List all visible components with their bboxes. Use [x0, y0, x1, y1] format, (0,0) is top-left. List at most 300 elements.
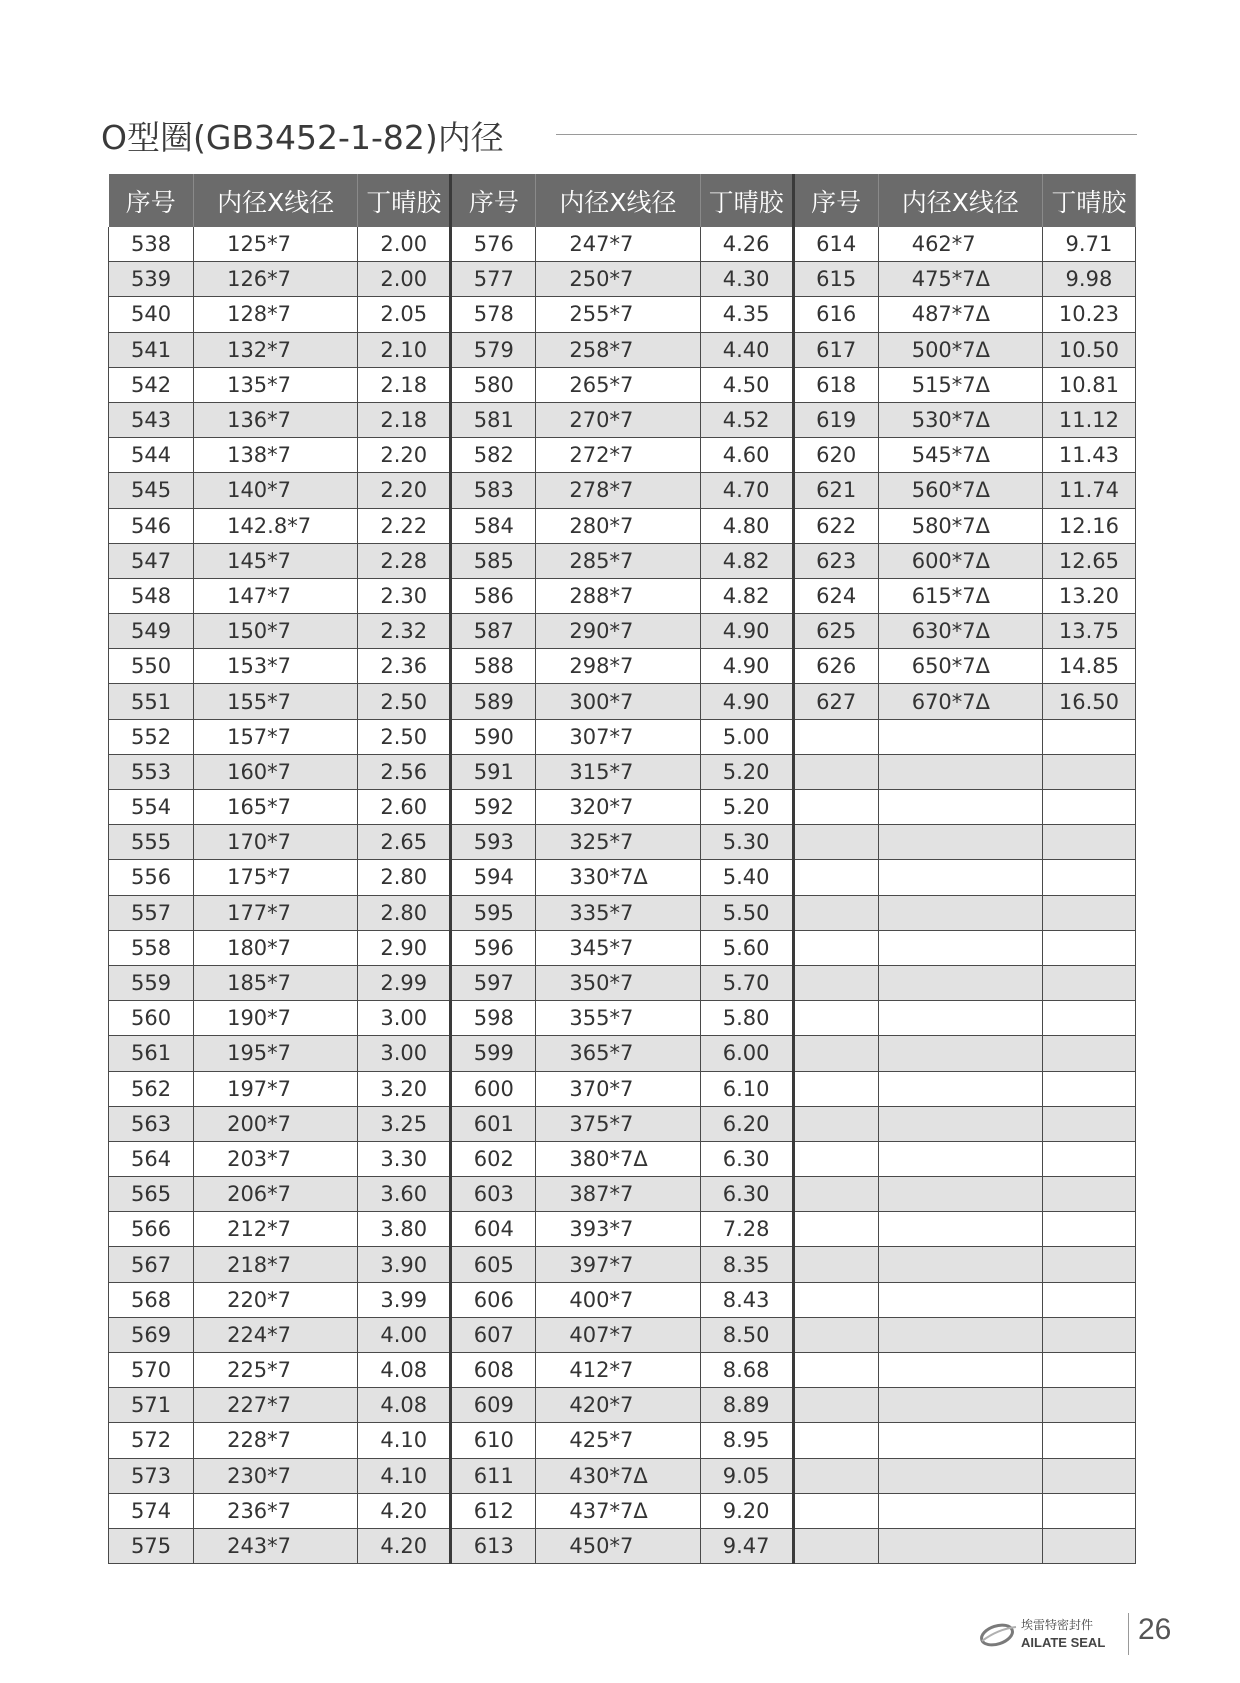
cell-number: 578	[451, 297, 536, 332]
cell-nbr: 8.35	[700, 1247, 793, 1282]
cell-size: 236*7	[194, 1493, 358, 1528]
cell-number: 583	[451, 473, 536, 508]
table-row	[109, 1212, 1136, 1247]
cell-size: 350*7	[536, 965, 700, 1000]
cell-number: 556	[109, 860, 194, 895]
cell-number: 557	[109, 895, 194, 930]
table-row	[109, 578, 1136, 613]
cell-size: 147*7	[194, 578, 358, 613]
cell-number: 593	[451, 825, 536, 860]
table-row	[109, 895, 1136, 930]
cell-size: 258*7	[536, 332, 700, 367]
cell-nbr: 4.82	[700, 578, 793, 613]
cell-nbr: 4.00	[358, 1317, 451, 1352]
cell-number	[793, 1423, 878, 1458]
cell-number	[793, 1388, 878, 1423]
cell-number: 541	[109, 332, 194, 367]
cell-nbr	[1042, 860, 1135, 895]
cell-nbr	[1042, 1528, 1135, 1563]
cell-nbr: 5.50	[700, 895, 793, 930]
column-header-size: 内径X线径	[878, 174, 1042, 227]
cell-size: 225*7	[194, 1353, 358, 1388]
cell-number: 615	[793, 262, 878, 297]
cell-nbr: 2.18	[358, 402, 451, 437]
cell-nbr: 5.40	[700, 860, 793, 895]
cell-number: 613	[451, 1528, 536, 1563]
cell-size: 630*7Δ	[878, 614, 1042, 649]
cell-size: 393*7	[536, 1212, 700, 1247]
cell-nbr: 3.60	[358, 1177, 451, 1212]
cell-nbr: 4.50	[700, 367, 793, 402]
cell-number: 609	[451, 1388, 536, 1423]
cell-size: 125*7	[194, 227, 358, 262]
cell-number: 581	[451, 402, 536, 437]
cell-number	[793, 825, 878, 860]
cell-nbr: 2.60	[358, 790, 451, 825]
cell-number: 605	[451, 1247, 536, 1282]
cell-size: 420*7	[536, 1388, 700, 1423]
cell-number: 539	[109, 262, 194, 297]
cell-nbr: 2.65	[358, 825, 451, 860]
cell-size: 670*7Δ	[878, 684, 1042, 719]
cell-number: 579	[451, 332, 536, 367]
cell-size	[878, 754, 1042, 789]
cell-number: 576	[451, 227, 536, 262]
cell-number: 573	[109, 1458, 194, 1493]
cell-size: 307*7	[536, 719, 700, 754]
cell-number: 570	[109, 1353, 194, 1388]
cell-nbr: 2.00	[358, 227, 451, 262]
brand-name-en: AILATE SEAL	[1021, 1635, 1106, 1650]
cell-number: 599	[451, 1036, 536, 1071]
table-row	[109, 1177, 1136, 1212]
cell-size	[878, 1317, 1042, 1352]
cell-size: 500*7Δ	[878, 332, 1042, 367]
cell-nbr: 10.81	[1042, 367, 1135, 402]
cell-nbr: 10.23	[1042, 297, 1135, 332]
cell-size: 157*7	[194, 719, 358, 754]
cell-nbr: 2.36	[358, 649, 451, 684]
cell-size	[878, 719, 1042, 754]
cell-nbr: 3.00	[358, 1036, 451, 1071]
cell-nbr	[1042, 1141, 1135, 1176]
cell-number: 548	[109, 578, 194, 613]
cell-nbr	[1042, 965, 1135, 1000]
table-row	[109, 1106, 1136, 1141]
cell-size: 255*7	[536, 297, 700, 332]
cell-size: 600*7Δ	[878, 543, 1042, 578]
cell-number: 552	[109, 719, 194, 754]
table-row	[109, 1036, 1136, 1071]
cell-size: 365*7	[536, 1036, 700, 1071]
cell-number	[793, 1528, 878, 1563]
cell-size	[878, 1141, 1042, 1176]
cell-nbr: 12.65	[1042, 543, 1135, 578]
cell-size: 206*7	[194, 1177, 358, 1212]
cell-number	[793, 895, 878, 930]
cell-nbr	[1042, 1001, 1135, 1036]
cell-number: 560	[109, 1001, 194, 1036]
cell-number	[793, 1458, 878, 1493]
cell-number	[793, 965, 878, 1000]
title-row	[101, 108, 1137, 162]
cell-number: 549	[109, 614, 194, 649]
cell-nbr	[1042, 1388, 1135, 1423]
cell-nbr: 8.89	[700, 1388, 793, 1423]
cell-number: 546	[109, 508, 194, 543]
cell-nbr: 4.90	[700, 649, 793, 684]
table-row	[109, 614, 1136, 649]
table-row	[109, 684, 1136, 719]
cell-number: 545	[109, 473, 194, 508]
cell-size: 200*7	[194, 1106, 358, 1141]
cell-size: 278*7	[536, 473, 700, 508]
table-row	[109, 1388, 1136, 1423]
cell-size: 355*7	[536, 1001, 700, 1036]
cell-nbr: 2.20	[358, 473, 451, 508]
table-row	[109, 543, 1136, 578]
table-row	[109, 1071, 1136, 1106]
cell-size	[878, 930, 1042, 965]
table-row	[109, 508, 1136, 543]
cell-nbr	[1042, 1423, 1135, 1458]
cell-nbr: 13.20	[1042, 578, 1135, 613]
cell-size	[878, 1177, 1042, 1212]
cell-size	[878, 895, 1042, 930]
cell-nbr: 2.22	[358, 508, 451, 543]
cell-size: 160*7	[194, 754, 358, 789]
cell-size	[878, 1388, 1042, 1423]
cell-size: 380*7Δ	[536, 1141, 700, 1176]
cell-size: 142.8*7	[194, 508, 358, 543]
cell-nbr: 3.90	[358, 1247, 451, 1282]
oring-table	[108, 174, 1136, 1564]
cell-number	[793, 1247, 878, 1282]
cell-size: 285*7	[536, 543, 700, 578]
column-header-size: 内径X线径	[536, 174, 700, 227]
table-row	[109, 1282, 1136, 1317]
cell-nbr: 9.98	[1042, 262, 1135, 297]
table-body	[109, 227, 1136, 1564]
cell-size: 153*7	[194, 649, 358, 684]
table-row	[109, 297, 1136, 332]
table-row	[109, 1458, 1136, 1493]
cell-size: 615*7Δ	[878, 578, 1042, 613]
cell-number: 544	[109, 438, 194, 473]
cell-size: 397*7	[536, 1247, 700, 1282]
cell-number: 542	[109, 367, 194, 402]
cell-nbr	[1042, 1458, 1135, 1493]
cell-nbr	[1042, 1036, 1135, 1071]
cell-nbr	[1042, 1071, 1135, 1106]
cell-number: 604	[451, 1212, 536, 1247]
cell-nbr: 6.10	[700, 1071, 793, 1106]
cell-size: 190*7	[194, 1001, 358, 1036]
cell-number: 601	[451, 1106, 536, 1141]
cell-size: 228*7	[194, 1423, 358, 1458]
cell-nbr: 14.85	[1042, 649, 1135, 684]
cell-size: 437*7Δ	[536, 1493, 700, 1528]
cell-number	[793, 1493, 878, 1528]
cell-nbr: 5.60	[700, 930, 793, 965]
table-row	[109, 1423, 1136, 1458]
cell-nbr: 13.75	[1042, 614, 1135, 649]
table-row	[109, 1141, 1136, 1176]
oring-table-wrap	[108, 174, 1136, 1564]
cell-size: 330*7Δ	[536, 860, 700, 895]
cell-nbr: 4.08	[358, 1353, 451, 1388]
cell-size	[878, 860, 1042, 895]
cell-size	[878, 1528, 1042, 1563]
cell-nbr: 6.30	[700, 1141, 793, 1176]
cell-nbr: 5.00	[700, 719, 793, 754]
cell-number	[793, 1282, 878, 1317]
cell-number: 586	[451, 578, 536, 613]
cell-size	[878, 1458, 1042, 1493]
cell-number: 543	[109, 402, 194, 437]
cell-number	[793, 790, 878, 825]
column-header-nbr: 丁晴胶	[1042, 174, 1135, 227]
cell-number: 592	[451, 790, 536, 825]
cell-number: 555	[109, 825, 194, 860]
cell-nbr	[1042, 754, 1135, 789]
cell-number: 622	[793, 508, 878, 543]
table-row	[109, 438, 1136, 473]
cell-number: 590	[451, 719, 536, 754]
cell-nbr	[1042, 1247, 1135, 1282]
cell-size: 290*7	[536, 614, 700, 649]
cell-nbr: 2.99	[358, 965, 451, 1000]
cell-number: 547	[109, 543, 194, 578]
cell-size: 650*7Δ	[878, 649, 1042, 684]
table-row	[109, 860, 1136, 895]
cell-nbr: 4.80	[700, 508, 793, 543]
cell-size	[878, 825, 1042, 860]
cell-number: 626	[793, 649, 878, 684]
cell-size: 177*7	[194, 895, 358, 930]
cell-nbr: 2.30	[358, 578, 451, 613]
table-row	[109, 649, 1136, 684]
cell-nbr: 9.20	[700, 1493, 793, 1528]
cell-nbr: 5.20	[700, 790, 793, 825]
cell-number	[793, 1353, 878, 1388]
cell-size: 220*7	[194, 1282, 358, 1317]
cell-nbr: 4.10	[358, 1423, 451, 1458]
cell-number: 606	[451, 1282, 536, 1317]
cell-number	[793, 1106, 878, 1141]
cell-nbr	[1042, 719, 1135, 754]
footer-divider	[1128, 1613, 1129, 1655]
cell-size: 212*7	[194, 1212, 358, 1247]
cell-size	[878, 1001, 1042, 1036]
cell-number: 587	[451, 614, 536, 649]
cell-nbr: 2.50	[358, 719, 451, 754]
cell-nbr: 2.50	[358, 684, 451, 719]
cell-number: 608	[451, 1353, 536, 1388]
cell-number: 610	[451, 1423, 536, 1458]
cell-size: 165*7	[194, 790, 358, 825]
footer	[978, 1611, 1178, 1661]
column-header-number: 序号	[109, 174, 194, 227]
cell-size: 265*7	[536, 367, 700, 402]
cell-nbr: 11.43	[1042, 438, 1135, 473]
cell-nbr	[1042, 1177, 1135, 1212]
cell-size: 580*7Δ	[878, 508, 1042, 543]
cell-number: 568	[109, 1282, 194, 1317]
cell-nbr: 4.30	[700, 262, 793, 297]
cell-number: 618	[793, 367, 878, 402]
cell-nbr: 2.10	[358, 332, 451, 367]
cell-number	[793, 1212, 878, 1247]
cell-nbr: 3.25	[358, 1106, 451, 1141]
cell-size: 412*7	[536, 1353, 700, 1388]
cell-size: 400*7	[536, 1282, 700, 1317]
table-row	[109, 1353, 1136, 1388]
cell-nbr: 4.08	[358, 1388, 451, 1423]
cell-number: 611	[451, 1458, 536, 1493]
cell-size: 185*7	[194, 965, 358, 1000]
cell-number: 603	[451, 1177, 536, 1212]
brand-name-cn: 埃雷特密封件	[1021, 1618, 1094, 1632]
cell-number	[793, 1071, 878, 1106]
cell-nbr: 8.95	[700, 1423, 793, 1458]
cell-nbr: 2.80	[358, 895, 451, 930]
table-row	[109, 402, 1136, 437]
cell-size: 170*7	[194, 825, 358, 860]
table-row	[109, 1317, 1136, 1352]
cell-nbr: 9.47	[700, 1528, 793, 1563]
cell-nbr: 8.68	[700, 1353, 793, 1388]
cell-number: 620	[793, 438, 878, 473]
cell-nbr	[1042, 930, 1135, 965]
cell-number: 602	[451, 1141, 536, 1176]
cell-number: 585	[451, 543, 536, 578]
cell-nbr: 4.82	[700, 543, 793, 578]
cell-number: 561	[109, 1036, 194, 1071]
page-number: 26	[1138, 1613, 1172, 1646]
cell-number: 569	[109, 1317, 194, 1352]
cell-size: 270*7	[536, 402, 700, 437]
table-row	[109, 965, 1136, 1000]
cell-number: 607	[451, 1317, 536, 1352]
cell-number: 580	[451, 367, 536, 402]
cell-number: 600	[451, 1071, 536, 1106]
cell-nbr: 4.26	[700, 227, 793, 262]
table-row	[109, 719, 1136, 754]
cell-size: 298*7	[536, 649, 700, 684]
cell-number	[793, 860, 878, 895]
cell-size: 224*7	[194, 1317, 358, 1352]
cell-number: 558	[109, 930, 194, 965]
cell-number: 617	[793, 332, 878, 367]
cell-nbr: 5.70	[700, 965, 793, 1000]
cell-number	[793, 754, 878, 789]
cell-number: 563	[109, 1106, 194, 1141]
cell-size: 243*7	[194, 1528, 358, 1563]
cell-number: 562	[109, 1071, 194, 1106]
cell-nbr: 3.80	[358, 1212, 451, 1247]
cell-number: 577	[451, 262, 536, 297]
cell-number: 612	[451, 1493, 536, 1528]
cell-nbr: 2.05	[358, 297, 451, 332]
cell-size	[878, 1423, 1042, 1458]
cell-size: 375*7	[536, 1106, 700, 1141]
cell-number	[793, 719, 878, 754]
cell-size: 150*7	[194, 614, 358, 649]
cell-size: 230*7	[194, 1458, 358, 1493]
page-title: O型圈(GB3452-1-82)内径	[101, 118, 504, 157]
cell-size: 145*7	[194, 543, 358, 578]
cell-number: 572	[109, 1423, 194, 1458]
table-row	[109, 1528, 1136, 1563]
table-row	[109, 1493, 1136, 1528]
cell-number: 550	[109, 649, 194, 684]
cell-nbr: 2.20	[358, 438, 451, 473]
cell-number: 627	[793, 684, 878, 719]
cell-size: 180*7	[194, 930, 358, 965]
cell-size	[878, 1036, 1042, 1071]
cell-nbr: 2.56	[358, 754, 451, 789]
cell-nbr: 4.60	[700, 438, 793, 473]
cell-size: 197*7	[194, 1071, 358, 1106]
cell-size: 315*7	[536, 754, 700, 789]
table-row	[109, 825, 1136, 860]
cell-number: 616	[793, 297, 878, 332]
table-row	[109, 367, 1136, 402]
cell-number: 564	[109, 1141, 194, 1176]
cell-number: 567	[109, 1247, 194, 1282]
cell-nbr	[1042, 825, 1135, 860]
cell-size: 203*7	[194, 1141, 358, 1176]
cell-size: 280*7	[536, 508, 700, 543]
cell-number: 571	[109, 1388, 194, 1423]
cell-number	[793, 1036, 878, 1071]
cell-nbr: 5.30	[700, 825, 793, 860]
cell-nbr: 12.16	[1042, 508, 1135, 543]
cell-size	[878, 965, 1042, 1000]
cell-nbr: 4.20	[358, 1528, 451, 1563]
cell-size: 545*7Δ	[878, 438, 1042, 473]
cell-nbr: 4.20	[358, 1493, 451, 1528]
cell-nbr: 2.18	[358, 367, 451, 402]
cell-nbr: 3.30	[358, 1141, 451, 1176]
cell-size: 250*7	[536, 262, 700, 297]
cell-nbr: 7.28	[700, 1212, 793, 1247]
cell-nbr: 11.12	[1042, 402, 1135, 437]
table-row	[109, 332, 1136, 367]
cell-size: 335*7	[536, 895, 700, 930]
cell-number: 540	[109, 297, 194, 332]
cell-size: 450*7	[536, 1528, 700, 1563]
cell-nbr	[1042, 790, 1135, 825]
cell-number: 566	[109, 1212, 194, 1247]
cell-nbr: 3.00	[358, 1001, 451, 1036]
cell-size	[878, 790, 1042, 825]
cell-number: 597	[451, 965, 536, 1000]
cell-number: 623	[793, 543, 878, 578]
cell-size: 345*7	[536, 930, 700, 965]
cell-size	[878, 1353, 1042, 1388]
cell-nbr: 2.90	[358, 930, 451, 965]
cell-nbr	[1042, 1106, 1135, 1141]
cell-size: 195*7	[194, 1036, 358, 1071]
cell-size	[878, 1247, 1042, 1282]
cell-number: 621	[793, 473, 878, 508]
cell-nbr: 4.90	[700, 614, 793, 649]
cell-size: 325*7	[536, 825, 700, 860]
cell-size: 530*7Δ	[878, 402, 1042, 437]
cell-number: 565	[109, 1177, 194, 1212]
